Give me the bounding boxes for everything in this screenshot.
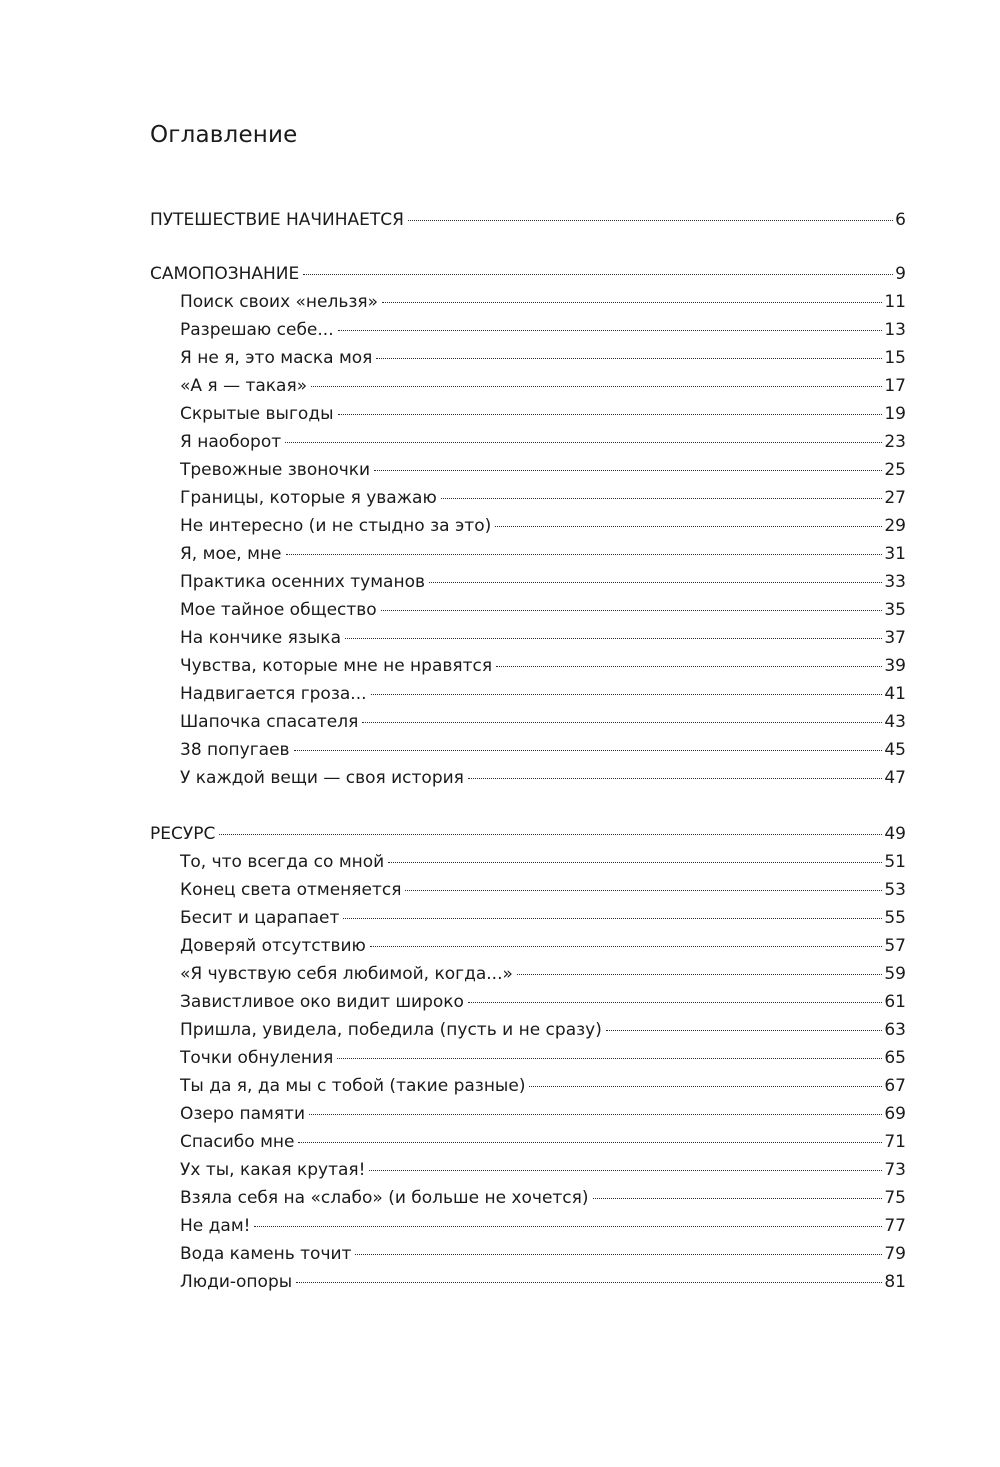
page-number: 19 <box>884 404 906 424</box>
toc-entry[interactable] <box>150 428 906 456</box>
page-number: 53 <box>884 880 906 900</box>
toc-entry[interactable] <box>150 904 906 932</box>
toc-entry[interactable] <box>150 484 906 512</box>
page-number: 35 <box>884 600 906 620</box>
dot-leader <box>338 330 883 331</box>
dot-leader <box>441 498 883 499</box>
dot-leader <box>311 386 882 387</box>
toc-entry[interactable] <box>150 512 906 540</box>
dot-leader <box>374 470 882 471</box>
toc-section-label: ПУТЕШЕСТВИЕ НАЧИНАЕТСЯ <box>150 210 404 230</box>
dot-leader <box>285 442 882 443</box>
page-number: 67 <box>884 1076 906 1096</box>
dot-leader <box>495 526 882 527</box>
page-number: 9 <box>895 264 906 284</box>
toc-entry-label: Ух ты, какая крутая! <box>180 1160 366 1180</box>
page-number: 41 <box>884 684 906 704</box>
toc-entry-label: Мое тайное общество <box>180 600 377 620</box>
toc-entry-label: Скрытые выгоды <box>180 404 334 424</box>
dot-leader <box>338 414 883 415</box>
dot-leader <box>496 666 882 667</box>
page-title: Оглавление <box>150 122 298 148</box>
page-number: 61 <box>884 992 906 1012</box>
page-number: 43 <box>884 712 906 732</box>
dot-leader <box>343 918 882 919</box>
toc-entry[interactable] <box>150 1156 906 1184</box>
toc-entry-label: «А я — такая» <box>180 376 308 396</box>
toc-section-heading[interactable] <box>150 260 906 288</box>
toc-entry[interactable] <box>150 708 906 736</box>
dot-leader <box>254 1226 882 1227</box>
toc-entry[interactable] <box>150 316 906 344</box>
page-number: 27 <box>884 488 906 508</box>
toc-entry[interactable] <box>150 344 906 372</box>
page-number: 69 <box>884 1104 906 1124</box>
page-number: 37 <box>884 628 906 648</box>
toc-entry-label: Вода камень точит <box>180 1244 352 1264</box>
dot-leader <box>355 1254 882 1255</box>
toc-entry[interactable] <box>150 764 906 792</box>
toc-entry[interactable] <box>150 1044 906 1072</box>
toc-entry[interactable] <box>150 288 906 316</box>
toc-entry-label: Доверяй отсутствию <box>180 936 366 956</box>
toc-entry[interactable] <box>150 1128 906 1156</box>
page-number: 75 <box>884 1188 906 1208</box>
page-number: 49 <box>884 824 906 844</box>
toc-entry-label: У каждой вещи — своя история <box>180 768 464 788</box>
toc-entry-label: Надвигается гроза... <box>180 684 367 704</box>
toc-section-heading[interactable] <box>150 820 906 848</box>
dot-leader <box>382 302 882 303</box>
toc-section-label: РЕСУРС <box>150 824 216 844</box>
page-number: 71 <box>884 1132 906 1152</box>
page-number: 73 <box>884 1160 906 1180</box>
toc-entry-label: Бесит и царапает <box>180 908 340 928</box>
toc-entry-label: Люди-опоры <box>180 1272 293 1292</box>
toc-entry-label: Я не я, это маска моя <box>180 348 373 368</box>
toc-entry[interactable] <box>150 876 906 904</box>
toc-entry-label: Разрешаю себе... <box>180 320 334 340</box>
toc-entry[interactable] <box>150 1072 906 1100</box>
toc-entry[interactable] <box>150 596 906 624</box>
dot-leader <box>294 750 883 751</box>
toc-entry-label: Конец света отменяется <box>180 880 402 900</box>
toc-entry[interactable] <box>150 372 906 400</box>
toc-section-label: САМОПОЗНАНИЕ <box>150 264 300 284</box>
page-number: 39 <box>884 656 906 676</box>
toc-entry-label: Практика осенних туманов <box>180 572 425 592</box>
dot-leader <box>468 1002 882 1003</box>
toc-entry-label: Взяла себя на «слабо» (и больше не хочется) <box>180 1188 589 1208</box>
toc-entry[interactable] <box>150 960 906 988</box>
toc-entry[interactable] <box>150 568 906 596</box>
toc-entry[interactable] <box>150 1212 906 1240</box>
dot-leader <box>370 946 882 947</box>
toc-entry-label: Не интересно (и не стыдно за это) <box>180 516 492 536</box>
dot-leader <box>296 1282 882 1283</box>
toc-entry-label: Я, мое, мне <box>180 544 282 564</box>
toc-entry-label: Шапочка спасателя <box>180 712 359 732</box>
toc-entry-label: Тревожные звоночки <box>180 460 371 480</box>
dot-leader <box>371 694 883 695</box>
dot-leader <box>219 834 882 835</box>
toc-entry-label: Не дам! <box>180 1216 251 1236</box>
page-number: 31 <box>884 544 906 564</box>
page-number: 6 <box>895 210 906 230</box>
dot-leader <box>309 1114 882 1115</box>
dot-leader <box>429 582 882 583</box>
toc-entry[interactable] <box>150 1184 906 1212</box>
dot-leader <box>303 274 893 275</box>
page-number: 55 <box>884 908 906 928</box>
toc-entry[interactable] <box>150 400 906 428</box>
toc-entry-label: Границы, которые я уважаю <box>180 488 437 508</box>
toc-entry-label: Точки обнуления <box>180 1048 334 1068</box>
toc-entry-label: То, что всегда со мной <box>180 852 385 872</box>
toc-entry-label: Завистливое око видит широко <box>180 992 464 1012</box>
toc-section-heading[interactable] <box>150 206 906 234</box>
page-number: 15 <box>884 348 906 368</box>
page-number: 63 <box>884 1020 906 1040</box>
page-number: 45 <box>884 740 906 760</box>
dot-leader <box>606 1030 883 1031</box>
toc-entry[interactable] <box>150 1016 906 1044</box>
toc-entry[interactable] <box>150 736 906 764</box>
toc-entry[interactable] <box>150 1268 906 1296</box>
toc-entry-label: Ты да я, да мы с тобой (такие разные) <box>180 1076 526 1096</box>
dot-leader <box>298 1142 882 1143</box>
page-number: 13 <box>884 320 906 340</box>
toc-entry-label: Чувства, которые мне не нравятся <box>180 656 493 676</box>
toc-entry[interactable] <box>150 624 906 652</box>
toc-entry-label: Поиск своих «нельзя» <box>180 292 379 312</box>
toc-entry[interactable] <box>150 680 906 708</box>
dot-leader <box>376 358 882 359</box>
toc-entry[interactable] <box>150 1240 906 1268</box>
toc-entry[interactable] <box>150 988 906 1016</box>
toc-entry-label: На кончике языка <box>180 628 341 648</box>
page-number: 25 <box>884 460 906 480</box>
toc-entry-label: «Я чувствую себя любимой, когда...» <box>180 964 513 984</box>
page-number: 11 <box>884 292 906 312</box>
dot-leader <box>388 862 882 863</box>
toc-section <box>150 820 906 1296</box>
table-of-contents <box>150 206 906 1296</box>
toc-entry[interactable] <box>150 932 906 960</box>
toc-entry-label: Озеро памяти <box>180 1104 306 1124</box>
toc-entry-label: 38 попугаев <box>180 740 290 760</box>
page-number: 17 <box>884 376 906 396</box>
toc-entry[interactable] <box>150 456 906 484</box>
dot-leader <box>593 1198 883 1199</box>
toc-entry-label: Я наоборот <box>180 432 282 452</box>
page-number: 77 <box>884 1216 906 1236</box>
page-number: 65 <box>884 1048 906 1068</box>
dot-leader <box>345 638 882 639</box>
page-number: 47 <box>884 768 906 788</box>
dot-leader <box>337 1058 882 1059</box>
dot-leader <box>529 1086 882 1087</box>
dot-leader <box>362 722 882 723</box>
page-number: 23 <box>884 432 906 452</box>
page-number: 29 <box>884 516 906 536</box>
dot-leader <box>405 890 882 891</box>
dot-leader <box>369 1170 882 1171</box>
toc-entry-label: Спасибо мне <box>180 1132 295 1152</box>
dot-leader <box>286 554 883 555</box>
page-number: 59 <box>884 964 906 984</box>
toc-entry[interactable] <box>150 540 906 568</box>
toc-entry[interactable] <box>150 652 906 680</box>
toc-entry-label: Пришла, увидела, победила (пусть и не сразу) <box>180 1020 602 1040</box>
dot-leader <box>408 220 893 221</box>
toc-entry[interactable] <box>150 1100 906 1128</box>
toc-entry[interactable] <box>150 848 906 876</box>
dot-leader <box>381 610 883 611</box>
dot-leader <box>468 778 882 779</box>
page-number: 57 <box>884 936 906 956</box>
page-number: 33 <box>884 572 906 592</box>
page-number: 79 <box>884 1244 906 1264</box>
page-number: 81 <box>884 1272 906 1292</box>
toc-section <box>150 206 906 234</box>
page-number: 51 <box>884 852 906 872</box>
toc-section <box>150 260 906 792</box>
dot-leader <box>517 974 882 975</box>
